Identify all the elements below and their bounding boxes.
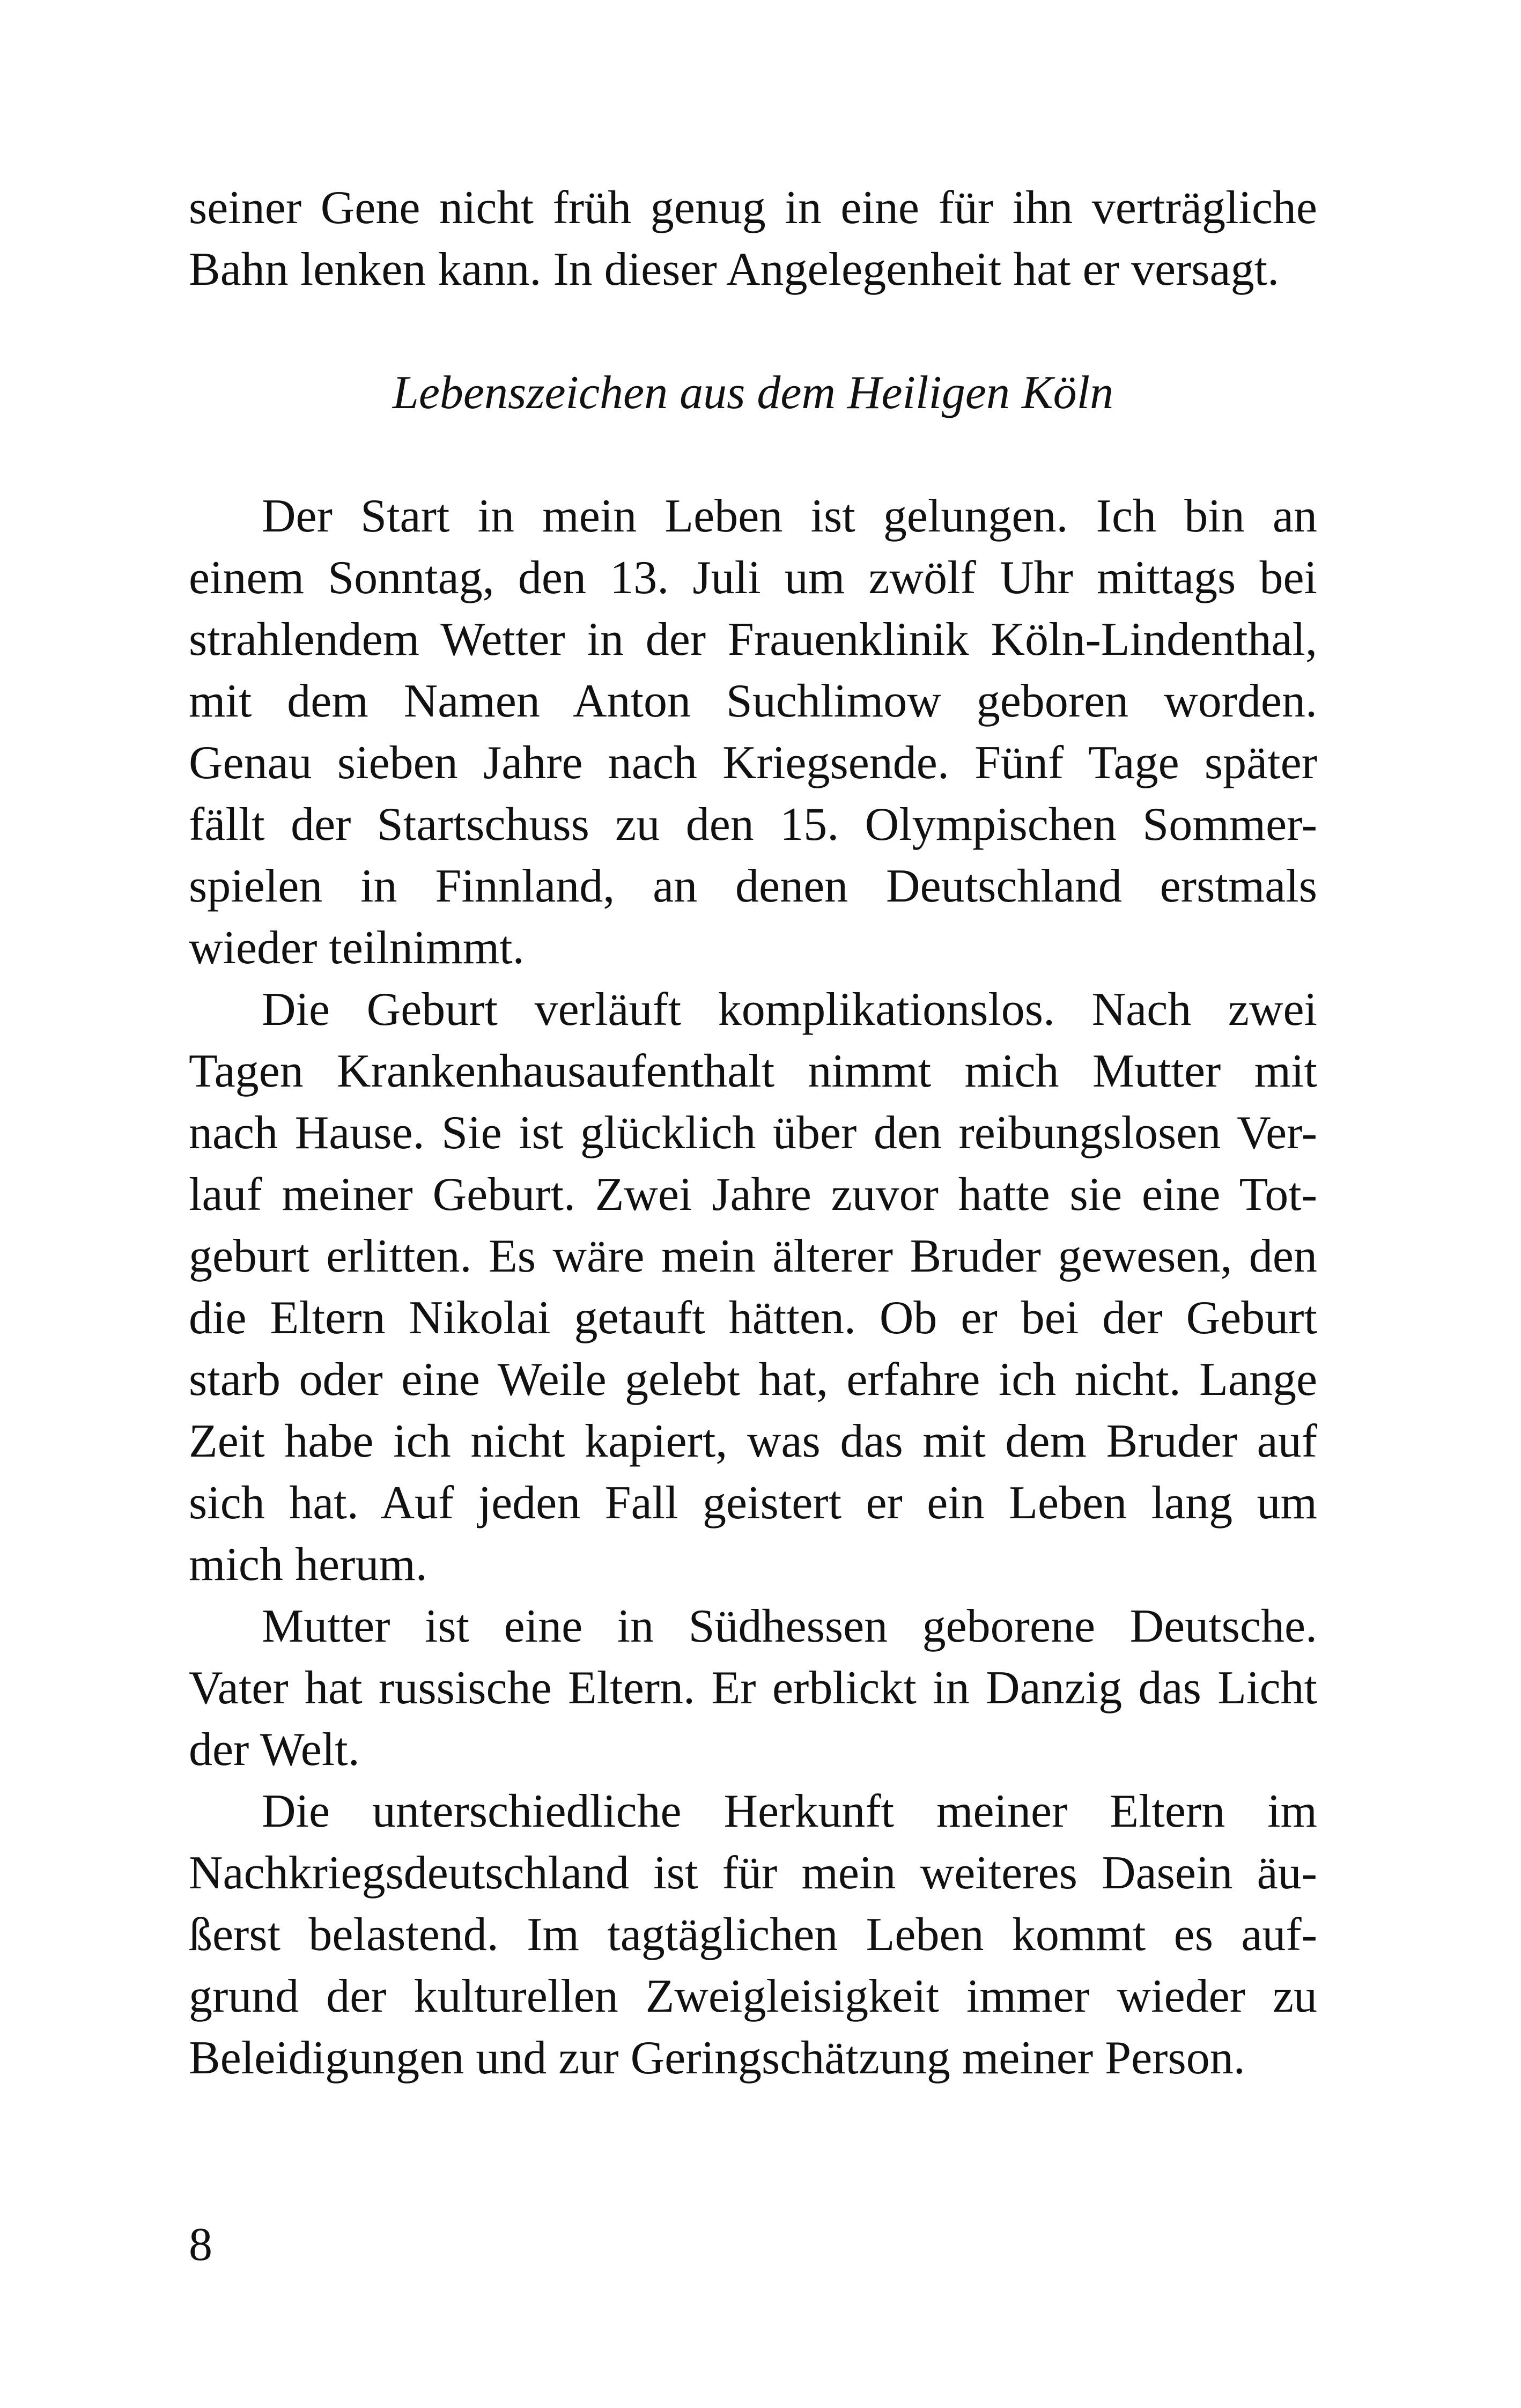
text-line: Zeit habe ich nicht kapiert, was das mit dem Bruder auf bbox=[189, 1415, 1317, 1467]
text-line: geburt erlitten. Es wäre mein älterer Bruder gewesen, den bbox=[189, 1230, 1317, 1282]
text-line: Bahn lenken kann. In dieser Angelegenheit hat er versagt. bbox=[189, 243, 1280, 296]
text-line: strahlendem Wetter in der Frauenklinik Köln-Lindenthal, bbox=[189, 614, 1317, 666]
spacer bbox=[189, 424, 1317, 485]
text-line: Genau sieben Jahre nach Kriegsende. Fünf Tage später bbox=[189, 737, 1317, 789]
text-line: starb oder eine Weile gelebt hat, erfahre ich nicht. Lange bbox=[189, 1354, 1317, 1406]
text-line: seiner Gene nicht früh genug in eine für ihn verträgliche bbox=[189, 182, 1317, 234]
text-line: sich hat. Auf jeden Fall geistert er ein Leben lang um bbox=[189, 1477, 1317, 1529]
text-line: mich herum. bbox=[189, 1539, 427, 1591]
text-line: Mutter ist eine in Südhessen geborene Deutsche. bbox=[262, 1600, 1317, 1652]
text-line: Vater hat russische Eltern. Er erblickt in Danzig das Licht bbox=[189, 1662, 1317, 1714]
text-line: spielen in Finnland, an denen Deutschland erstmals bbox=[189, 860, 1317, 912]
text-line: der Welt. bbox=[189, 1724, 360, 1776]
text-line: Der Start in mein Leben ist gelungen. Ich bin an bbox=[262, 490, 1317, 542]
text-line: Die Geburt verläuft komplikationslos. Nach zwei bbox=[262, 984, 1317, 1036]
text-line: mit dem Namen Anton Suchlimow geboren worden. bbox=[189, 675, 1317, 727]
text-line: Nachkriegsdeutschland ist für mein weiteres Dasein äu- bbox=[189, 1847, 1317, 1899]
text-line: Tagen Krankenhausaufenthalt nimmt mich Mutter mit bbox=[189, 1045, 1317, 1097]
text-line: ßerst belastend. Im tagtäglichen Leben kommt es auf- bbox=[189, 1909, 1317, 1961]
text-column bbox=[189, 177, 1317, 2089]
text-line: lauf meiner Geburt. Zwei Jahre zuvor hatte sie eine Tot- bbox=[189, 1169, 1317, 1221]
text-line: nach Hause. Sie ist glücklich über den reibungslosen Ver- bbox=[189, 1107, 1317, 1159]
text-line: Die unterschiedliche Herkunft meiner Eltern im bbox=[262, 1785, 1317, 1837]
text-line: fällt der Startschuss zu den 15. Olympischen Sommer- bbox=[189, 799, 1317, 851]
text-line: einem Sonntag, den 13. Juli um zwölf Uhr mittags bei bbox=[189, 552, 1317, 604]
text-line: grund der kulturellen Zweigleisigkeit immer wieder zu bbox=[189, 1970, 1317, 2022]
text-line: die Eltern Nikolai getauft hätten. Ob er bei der Geburt bbox=[189, 1292, 1317, 1344]
spacer bbox=[189, 300, 1317, 362]
page-number: 8 bbox=[189, 2219, 212, 2271]
text-line: wieder teilnimmt. bbox=[189, 922, 525, 974]
text-line: Beleidigungen und zur Geringschätzung meiner Person. bbox=[189, 2032, 1245, 2084]
section-heading: Lebenszeichen aus dem Heiligen Köln bbox=[392, 367, 1114, 419]
